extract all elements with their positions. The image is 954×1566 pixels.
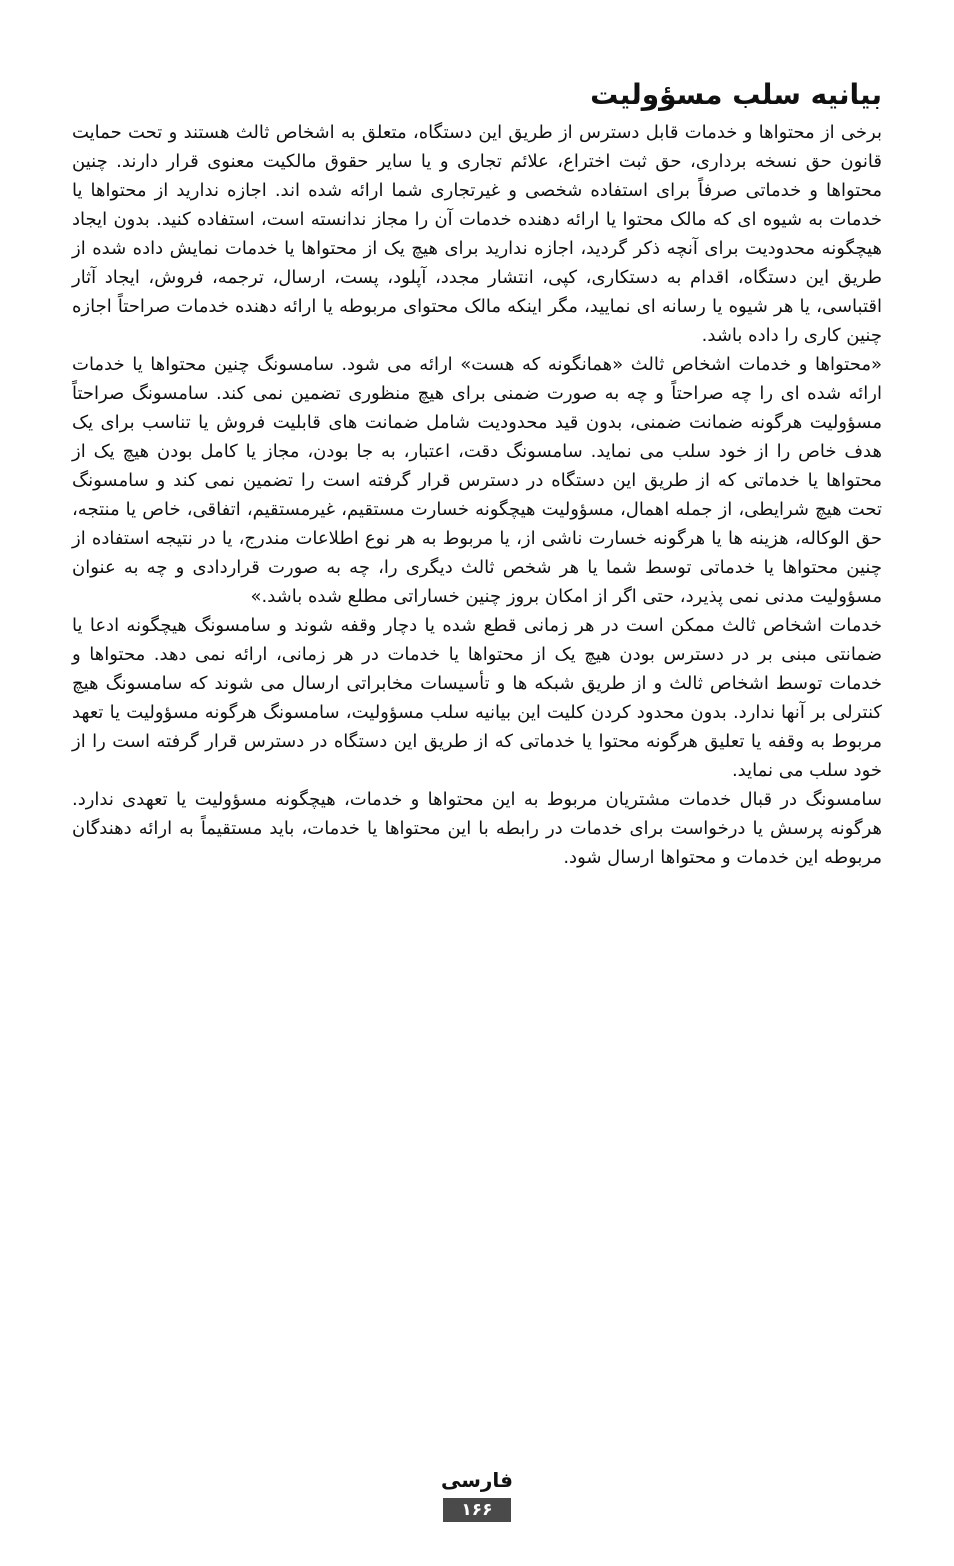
paragraph-as-is-warranty: «محتواها و خدمات اشخاص ثالث «همانگونه که هست» ارائه می شود. سامسونگ چنین محتواها یا خدمات ارائه شده ای را چه صراحتاً و چه به صورت ضمنی برای هیچ منظوری تضمین نمی کند. سامسونگ صراحتاً مسؤولیت هرگونه ضمانت ضمنی، بدون قید محدودیت شامل ضمانت های قابلیت فروش یا تناسب برای یک هدف خاص را از خود سلب می نماید. سامسونگ دقت، اعتبار، به جا بودن، مجاز یا کامل بودن هیچ یک از محتواها یا خدماتی که از طریق این دستگاه در دسترس قرار گرفته است را تضمین نمی کند و سامسونگ تحت هیچ شرایطی، از جمله اهمال، مسؤولیت هیچگونه خسارت مستقیم، غیرمستقیم، اتفاقی، خاص یا منتجه، حق الوکاله، هزینه ها یا هرگونه خسارت ناشی از، یا مربوط به هر نوع اطلاعات مندرج، یا در نتیجه استفاده از چنین محتواها یا خدماتی توسط شما یا هر شخص ثالث دیگری را، چه به صورت قراردادی و چه به عنوان مسؤولیت مدنی نمی پذیرد، حتی اگر از امکان بروز چنین خساراتی مطلع شده باشد.» xyxy=(72,354,882,607)
page-number-badge: ۱۶۶ xyxy=(443,1498,511,1522)
footer-language-label: فارسی xyxy=(440,1468,514,1492)
disclaimer-section xyxy=(72,78,882,872)
page-footer xyxy=(0,1466,954,1522)
page-title: بیانیه سلب مسؤولیت xyxy=(590,78,882,111)
paragraph-customer-service: سامسونگ در قبال خدمات مشتریان مربوط به این محتواها و خدمات، هیچگونه مسؤولیت یا تعهدی ندارد. هرگونه پرسش یا درخواست برای خدمات در رابطه با این محتواها یا خدمات، باید مستقیماً به ارائه دهندگان مربوطه این خدمات و محتواها ارسال شود. xyxy=(72,789,882,868)
paragraph-service-interruption: خدمات اشخاص ثالث ممکن است در هر زمانی قطع شده یا دچار وقفه شوند و سامسونگ هیچگونه ادعا یا ضمانتی مبنی بر در دسترس بودن هیچ یک از محتواها یا خدمات در هر زمانی، ارائه نمی دهد. محتواها و خدمات توسط اشخاص ثالث و از طریق شبکه ها و تأسیسات مخابراتی ارسال می شوند که سامسونگ هیچ کنترلی بر آنها ندارد. بدون محدود کردن کلیت این بیانیه سلب مسؤولیت، سامسونگ هرگونه مسؤولیت یا تعهد مربوط به وقفه یا تعلیق هرگونه محتوا یا خدماتی که از طریق این دستگاه در دسترس قرار گرفته است را از خود سلب می نماید. xyxy=(72,615,882,781)
paragraph-third-party-content: برخی از محتواها و خدمات قابل دسترس از طریق این دستگاه، متعلق به اشخاص ثالث هستند و تحت حمایت قانون حق نسخه برداری، حق ثبت اختراع، علائم تجاری و یا سایر حقوق مالکیت معنوی قرار دارند. چنین محتواها و خدماتی صرفاً برای استفاده شخصی و غیرتجاری شما ارائه شده اند. اجازه ندارید از محتواها یا خدمات به شیوه ای که مالک محتوا یا ارائه دهنده خدمات آن را مجاز ندانسته است، استفاده کنید. بدون ایجاد هیچگونه محدودیت برای آنچه ذکر گردید، اجازه ندارید برای هیچ یک از محتواها یا خدمات نمایش داده شده از طریق این دستگاه، اقدام به دستکاری، کپی، انتشار مجدد، آپلود، پست، ارسال، ترجمه، فروش، ایجاد آثار اقتباسی، یا هر شیوه یا رسانه ای نمایید، مگر اینکه مالک محتوای مربوطه یا ارائه دهنده خدمات صراحتاً اجازه چنین کاری را داده باشد. xyxy=(72,122,882,346)
